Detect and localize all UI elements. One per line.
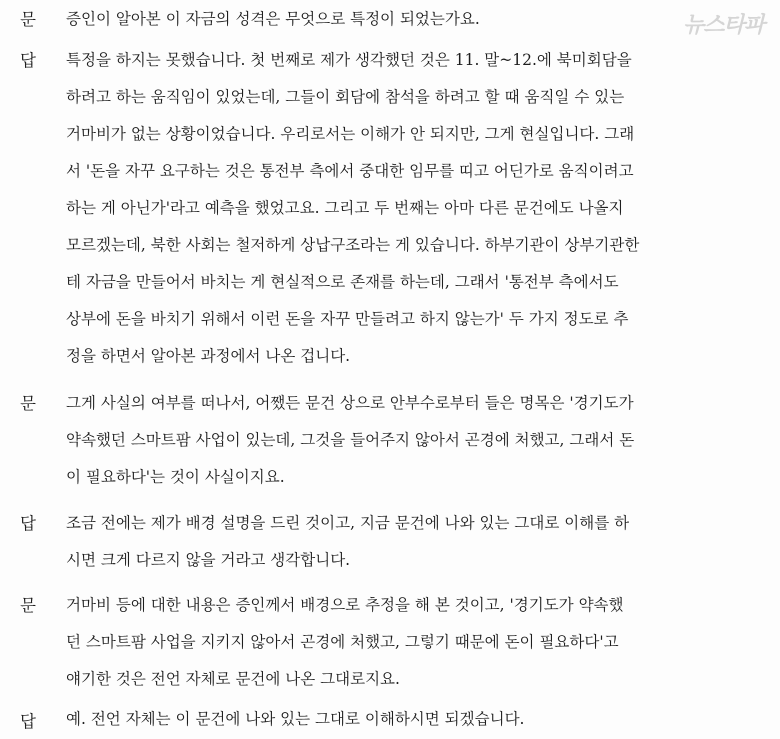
text-line: 조금 전에는 제가 배경 설명을 드린 것이고, 지금 문건에 나와 있는 그대로 이해를 하 [66, 514, 630, 532]
speaker-label: 답 [20, 514, 36, 533]
text-line: 이 필요하다'는 것이 사실이지요. [66, 468, 285, 486]
text-line: 던 스마트팜 사업을 지키지 않아서 곤경에 처했고, 그렇기 때문에 돈이 필요하다'고 [66, 633, 619, 651]
watermark-logo: 뉴스타파 [682, 13, 764, 38]
speaker-label: 답 [20, 712, 36, 731]
speaker-label: 문 [20, 596, 36, 615]
text-line: 얘기한 것은 전언 자체로 문건에 나온 그대로지요. [66, 670, 400, 688]
text-line: 서 '돈을 자꾸 요구하는 것은 통전부 측에서 중대한 임무를 띠고 어딘가로 움직이려고 [66, 162, 634, 180]
speaker-label: 문 [20, 394, 36, 413]
text-line: 정을 하면서 알아본 과정에서 나온 겁니다. [66, 347, 351, 365]
text-line: 특정을 하지는 못했습니다. 첫 번째로 제가 생각했던 것은 11. 말~12.에 북미회담을 [66, 51, 632, 69]
text-line: 거마비가 없는 상황이었습니다. 우리로서는 이해가 안 되지만, 그게 현실입니다. 그래 [66, 125, 635, 143]
text-line: 거마비 등에 대한 내용은 증인께서 배경으로 추정을 해 본 것이고, '경기도가 약속했 [66, 596, 624, 614]
text-line: 예. 전언 자체는 이 문건에 나와 있는 그대로 이해하시면 되겠습니다. [66, 710, 525, 728]
text-line: 약속했던 스마트팜 사업이 있는데, 그것을 들어주지 않아서 곤경에 처했고, 그래서 돈 [66, 431, 635, 449]
text-line: 하는 게 아닌가'라고 예측을 했었고요. 그리고 두 번째는 아마 다른 문건에도 나올지 [66, 199, 624, 217]
text-line: 상부에 돈을 바치기 위해서 이런 돈을 자꾸 만들려고 하지 않는가' 두 가지 정도로 추 [66, 310, 629, 328]
text-line: 그게 사실의 여부를 떠나서, 어쨌든 문건 상으로 안부수로부터 들은 명목은 '경기도가 [66, 394, 634, 412]
text-line: 증인이 알아본 이 자금의 성격은 무엇으로 특정이 되었는가요. [66, 10, 480, 28]
speaker-label: 답 [20, 51, 36, 70]
text-line: 테 자금을 만들어서 바치는 게 현실적으로 존재를 하는데, 그래서 '통전부 측에서도 [66, 273, 619, 291]
speaker-label: 문 [20, 10, 36, 29]
text-line: 시면 크게 다르지 않을 거라고 생각합니다. [66, 551, 351, 569]
text-line: 하려고 하는 움직임이 있었는데, 그들이 회담에 참석을 하려고 할 때 움직일 수 있는 [66, 88, 625, 106]
text-line: 모르겠는데, 북한 사회는 철저하게 상납구조라는 게 있습니다. 하부기관이 상부기관한 [66, 236, 640, 254]
